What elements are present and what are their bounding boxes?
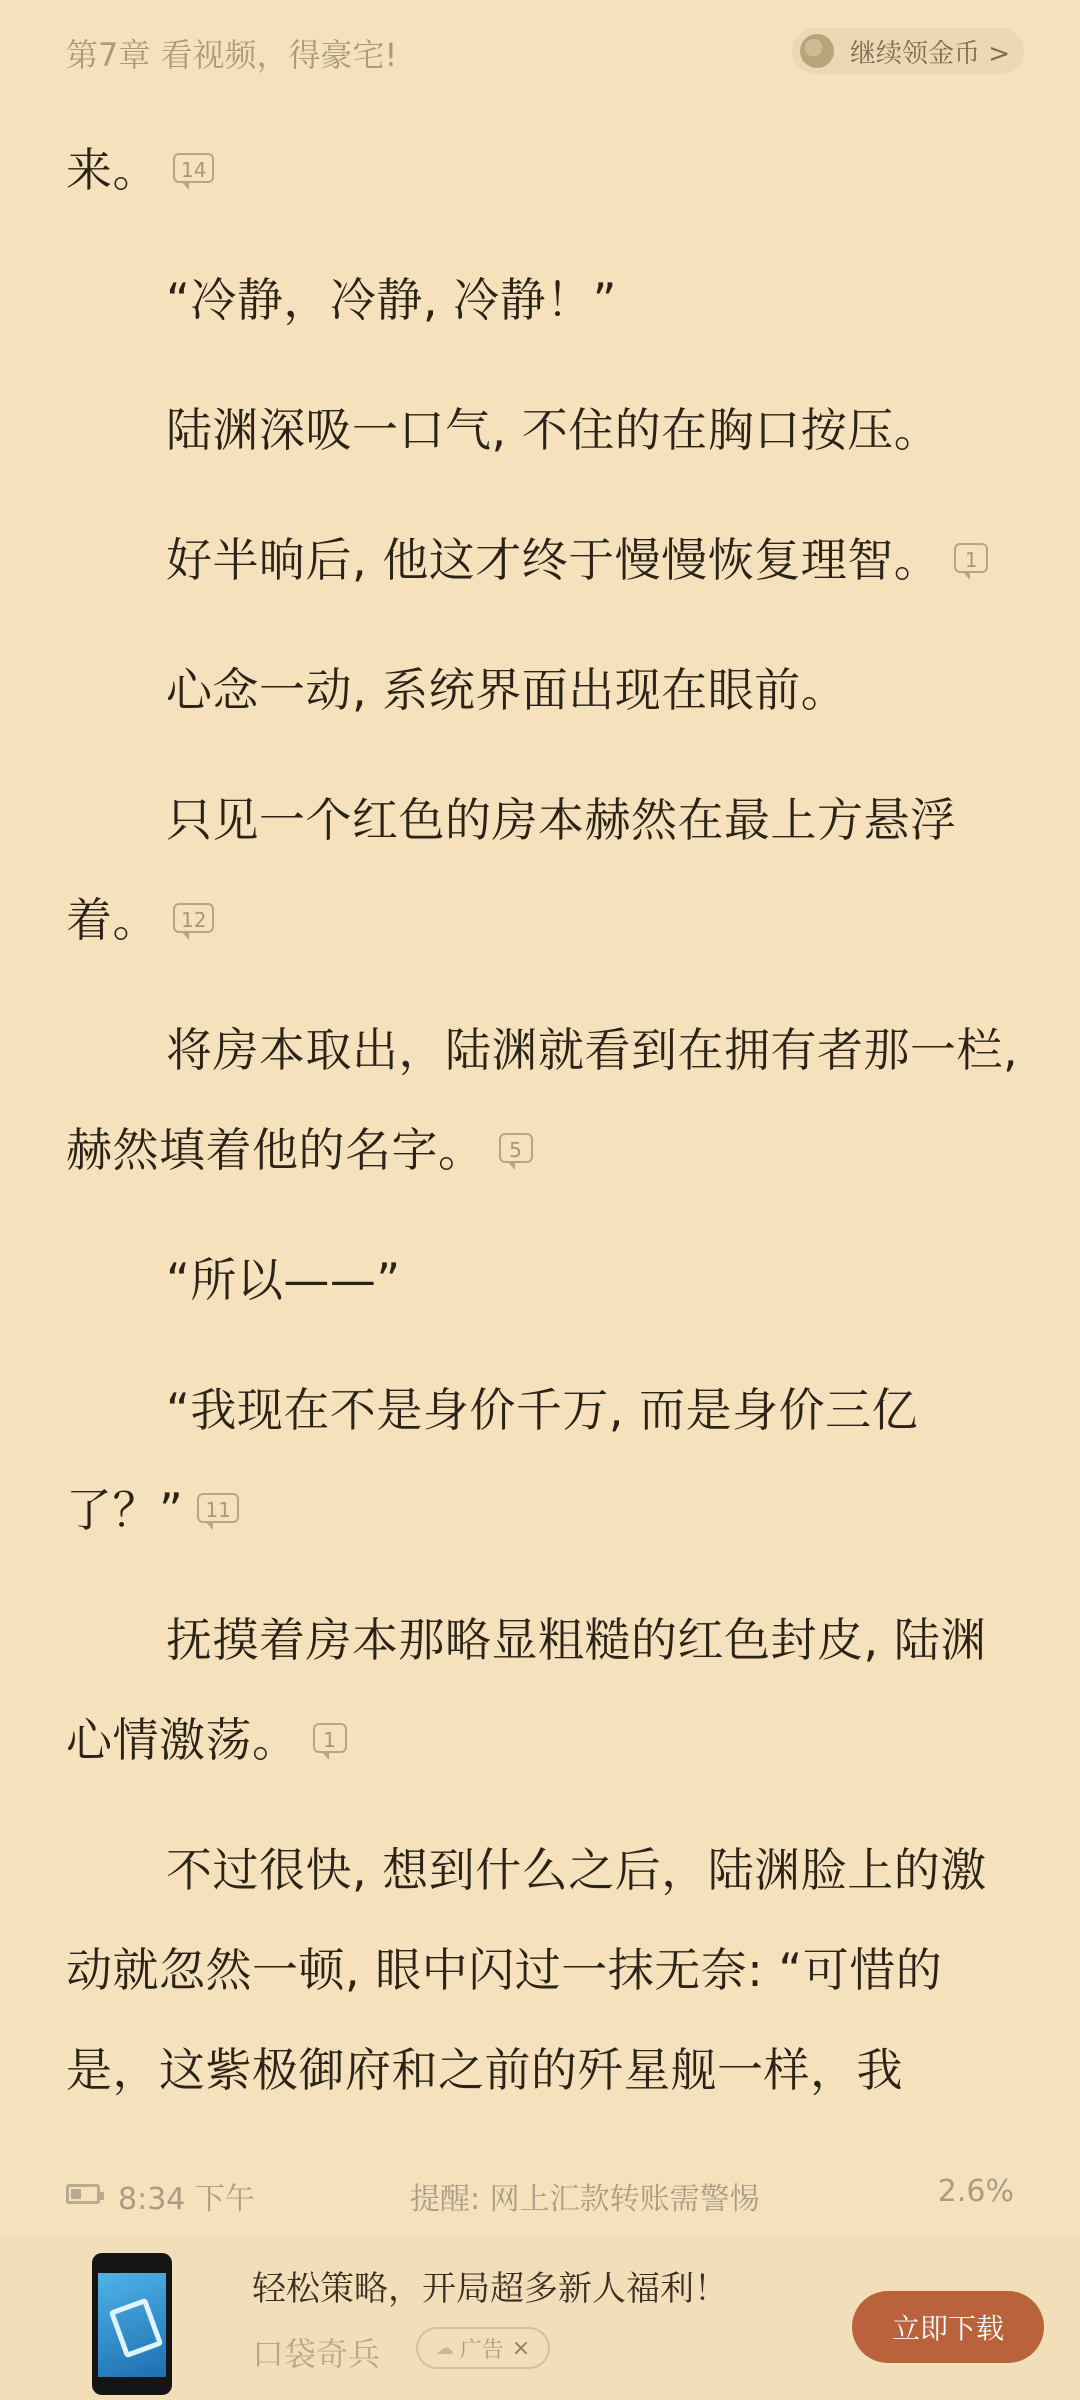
paragraph-text: 陆渊深吸一口气, 不住的在胸口按压。: [166, 403, 941, 457]
ad-headline[interactable]: 轻松策略，开局超多新人福利！: [252, 2269, 728, 2309]
paragraph[interactable]: [66, 380, 1026, 480]
continue-earn-coins-button[interactable]: [792, 28, 1024, 74]
reader-status-bar: [0, 2170, 1080, 2220]
paragraph[interactable]: [66, 770, 1026, 970]
paragraph-text: 抚摸着房本那略显粗糙的红色封皮, 陆渊心情激荡。: [66, 1613, 987, 1767]
comment-count-badge[interactable]: 12: [173, 903, 214, 933]
paragraph-text: 心念一动, 系统界面出现在眼前。: [166, 663, 848, 717]
paragraph[interactable]: [66, 640, 1026, 740]
ad-app-name[interactable]: 口袋奇兵: [252, 2335, 381, 2373]
chapter-content[interactable]: [66, 120, 1026, 2150]
coin-button-label: 继续领金币 >: [850, 38, 1011, 69]
chapter-title: 第7章 看视频，得豪宅!: [66, 36, 398, 74]
paragraph-text: “冷静，冷静, 冷静！”: [166, 273, 617, 327]
comment-count-badge[interactable]: 14: [173, 153, 214, 183]
ad-app-thumbnail[interactable]: [92, 2253, 172, 2395]
battery-icon: [66, 2184, 100, 2204]
paragraph[interactable]: [66, 1230, 1026, 1330]
paragraph-text: 不过很快, 想到什么之后，陆渊脸上的激动就忽然一顿, 眼中闪过一抹无奈: “可惜的是，这紫极御府和之前的歼星舰一样，我: [66, 1843, 987, 2097]
paragraph[interactable]: [66, 510, 1026, 610]
paragraph-text: 只见一个红色的房本赫然在最上方悬浮着。: [66, 793, 957, 947]
paragraph-text: 好半晌后, 他这才终于慢慢恢复理智。: [166, 533, 941, 587]
cloud-icon: ☁: [435, 2337, 454, 2359]
comment-count-badge[interactable]: 5: [499, 1133, 533, 1163]
paragraph[interactable]: [66, 250, 1026, 350]
comment-count-badge[interactable]: 11: [197, 1493, 238, 1523]
paragraph[interactable]: [66, 1000, 1026, 1200]
ad-banner[interactable]: [0, 2235, 1080, 2400]
paragraph[interactable]: [66, 1590, 1026, 1790]
coin-icon: [800, 34, 834, 68]
ad-tag-label: 广告: [459, 2337, 504, 2363]
close-ad-icon[interactable]: ×: [511, 2335, 531, 2361]
comment-count-badge[interactable]: 1: [954, 543, 988, 573]
comment-count-badge[interactable]: 1: [313, 1723, 347, 1753]
ad-label-badge[interactable]: [416, 2327, 550, 2369]
paragraph[interactable]: [66, 120, 1026, 220]
paragraph-text: 将房本取出，陆渊就看到在拥有者那一栏, 赫然填着他的名字。: [66, 1023, 1019, 1177]
reading-progress: 2.6%: [937, 2174, 1014, 2209]
safety-notice: 提醒: 网上汇款转账需警惕: [410, 2182, 760, 2217]
paragraph[interactable]: [66, 1360, 1026, 1560]
paragraph-text: 来。: [66, 143, 159, 197]
paragraph[interactable]: [66, 1820, 1026, 2120]
download-now-button[interactable]: 立即下载: [852, 2291, 1044, 2363]
reader-header: [0, 0, 1080, 100]
paragraph-text: “所以——”: [166, 1253, 401, 1307]
clock: 8:34 下午: [118, 2182, 255, 2217]
paragraph-text: “我现在不是身价千万, 而是身价三亿了？”: [66, 1383, 919, 1537]
